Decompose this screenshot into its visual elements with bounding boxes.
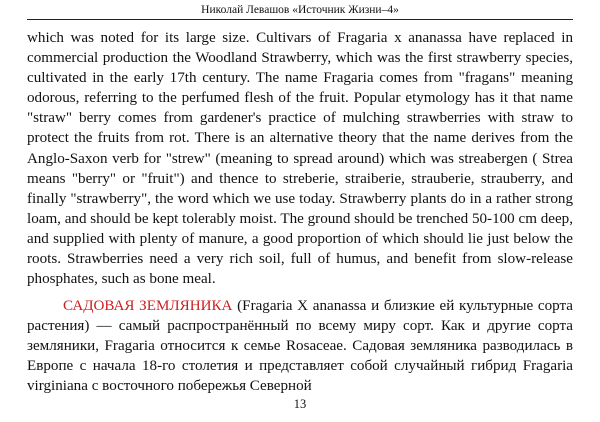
russian-paragraph-text: (Fragaria X ananassa и близкие ей культурные сорта растения) — самый распространённый по всему миру сорт. Как и другие сорта земляники, Fragaria относится к семье Rosaceae. Садовая земляника разводилась в Европе с начала 18-го столетия и представляет собой случайный гибрид Fragaria virginiana с восточного побережья Северной <box>27 298 573 395</box>
page-number: 13 <box>293 397 307 411</box>
running-head: Николай Левашов «Источник Жизни–4» <box>201 4 399 16</box>
highlighted-term: САДОВАЯ ЗЕМЛЯНИКА <box>63 298 233 314</box>
english-paragraph: which was noted for its large size. Cultivars of Fragaria x ananassa have replaced in commercial production the Woodland Strawberry, which was the first strawberry species, cultivated in the early 17th century. The name Fragaria comes from "fragans" meaning odorous, referring to the perfumed flesh of the fruit. Popular etymology has it that name "straw" berry comes from gardener's practice of mulching strawberries with straw to protect the fruits from rot. There is an alternative theory that the name derives from the Anglo-Saxon verb for "strew" (meaning to spread around) which was streabergen ( Strea means "berry" or "fruit") and thence to streberie, straiberie, strauberie, strauberry, and finally "strawberry", the word which we use today. Strawberry plants do in a rather strong loam, and should be kept tolerably moist. The ground should be trenched 50-100 cm deep, and supplied with plenty of manure, a good proportion of which should lie just below the roots. Strawberries need a very rich soil, full of humus, and benefit from slow-release phosphates, such as bone meal. <box>27 30 573 288</box>
header-divider <box>27 19 573 20</box>
russian-paragraph <box>27 296 573 396</box>
